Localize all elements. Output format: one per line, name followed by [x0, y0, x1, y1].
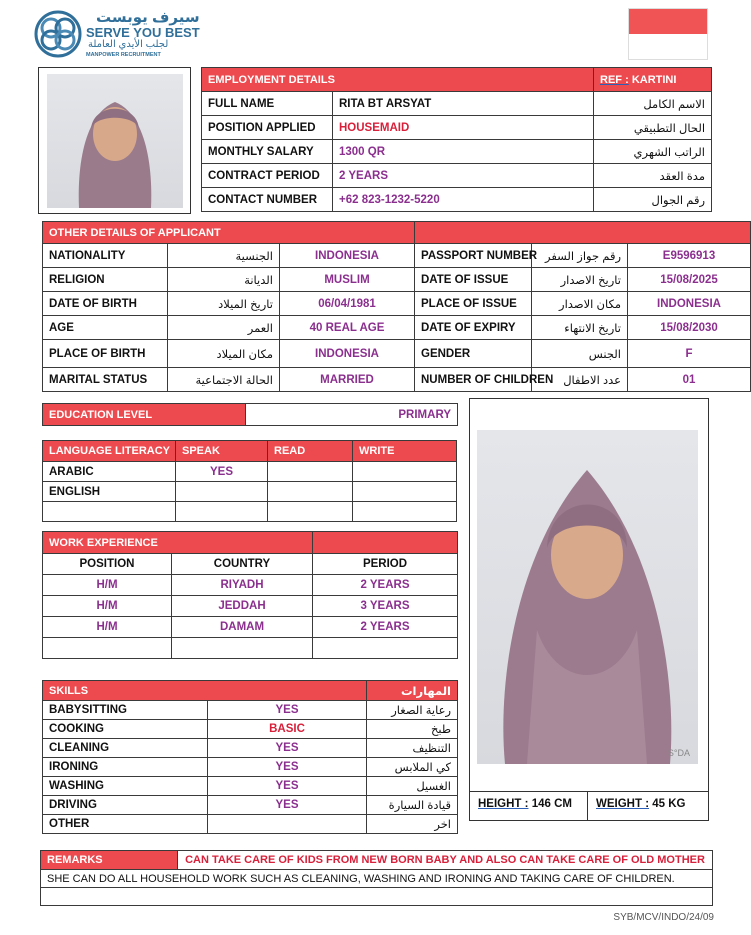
- employment-header: EMPLOYMENT DETAILS: [202, 68, 594, 92]
- skill-value: BASIC: [208, 720, 367, 739]
- skill-arabic: كي الملابس: [367, 758, 458, 777]
- work-position: H/M: [43, 575, 172, 596]
- pob-value: INDONESIA: [280, 340, 415, 368]
- nationality-arabic: الجنسية: [168, 244, 280, 268]
- write-header: WRITE: [353, 441, 457, 462]
- dob-arabic: تاريخ الميلاد: [168, 292, 280, 316]
- language-table: [42, 440, 457, 522]
- passport-arabic: رقم جواز السفر: [532, 244, 628, 268]
- remarks-highlight: CAN TAKE CARE OF KIDS FROM NEW BORN BABY AND ALSO CAN TAKE CARE OF OLD MOTHER: [178, 851, 713, 870]
- salary-arabic: الراتب الشهري: [594, 140, 712, 164]
- height-label: HEIGHT :: [478, 798, 529, 810]
- work-period: 2 YEARS: [313, 617, 458, 638]
- skill-name: WASHING: [43, 777, 208, 796]
- children-label: NUMBER OF CHILDREN: [415, 368, 532, 392]
- english-speak: [176, 482, 268, 502]
- religion-label: RELIGION: [43, 268, 168, 292]
- marital-label: MARITAL STATUS: [43, 368, 168, 392]
- weight-value: 45 KG: [652, 798, 686, 810]
- gender-value: F: [628, 340, 751, 368]
- skill-arabic: قيادة السيارة: [367, 796, 458, 815]
- other-details-header-blank: [415, 222, 751, 244]
- language-blank: [43, 502, 176, 522]
- skill-arabic: رعاية الصغار: [367, 701, 458, 720]
- document-code: SYB/MCV/INDO/24/09: [613, 912, 714, 923]
- education-table: [42, 403, 458, 426]
- skill-value: [208, 815, 367, 834]
- skill-name: IRONING: [43, 758, 208, 777]
- position-label: POSITION APPLIED: [202, 116, 333, 140]
- ref-value: KARTINI: [631, 73, 677, 86]
- work-country: DAMAM: [172, 617, 313, 638]
- contract-value: 2 YEARS: [333, 164, 594, 188]
- weight-label: WEIGHT :: [596, 798, 650, 810]
- brand-arabic: سيرف يوبست: [96, 9, 200, 26]
- work-experience-table: [42, 531, 458, 659]
- language-arabic: ARABIC: [43, 462, 176, 482]
- contact-arabic: رقم الجوال: [594, 188, 712, 212]
- passport-value: E9596913: [628, 244, 751, 268]
- issue-place-label: PLACE OF ISSUE: [415, 292, 532, 316]
- skill-name: DRIVING: [43, 796, 208, 815]
- language-english: ENGLISH: [43, 482, 176, 502]
- skill-value: YES: [208, 701, 367, 720]
- contract-arabic: مدة العقد: [594, 164, 712, 188]
- language-header: LANGUAGE LITERACY: [43, 441, 176, 462]
- blank-read: [268, 502, 353, 522]
- measurements-row: [470, 791, 708, 821]
- skill-value: YES: [208, 758, 367, 777]
- skill-value: YES: [208, 739, 367, 758]
- work-period: [313, 638, 458, 659]
- skill-arabic: اخر: [367, 815, 458, 834]
- salary-label: MONTHLY SALARY: [202, 140, 333, 164]
- salary-value: 1300 QR: [333, 140, 594, 164]
- english-read: [268, 482, 353, 502]
- brand-sub: MANPOWER RECRUITMENT: [86, 52, 161, 58]
- ref-label: REF :: [600, 73, 629, 86]
- work-col-country: COUNTRY: [172, 554, 313, 575]
- full-name-label: FULL NAME: [202, 92, 333, 116]
- arabic-read: [268, 462, 353, 482]
- issue-place-arabic: مكان الاصدار: [532, 292, 628, 316]
- remarks-label: REMARKS: [41, 851, 178, 870]
- skills-header-arabic: المهارات: [367, 681, 458, 701]
- education-value: PRIMARY: [246, 404, 458, 426]
- height-value: 146 CM: [531, 798, 572, 810]
- expiry-label: DATE OF EXPIRY: [415, 316, 532, 340]
- issue-place-value: INDONESIA: [628, 292, 751, 316]
- arabic-write: [353, 462, 457, 482]
- work-country: RIYADH: [172, 575, 313, 596]
- read-header: READ: [268, 441, 353, 462]
- position-value: HOUSEMAID: [333, 116, 594, 140]
- applicant-photo-small: [47, 74, 183, 208]
- other-details-header: OTHER DETAILS OF APPLICANT: [43, 222, 415, 244]
- applicant-photo-large: [477, 430, 698, 764]
- contact-value: +62 823-1232-5220: [333, 188, 594, 212]
- skill-name: BABYSITTING: [43, 701, 208, 720]
- blank-write: [353, 502, 457, 522]
- brand-arabic-sub: لجلب الأيدي العاملة: [88, 39, 169, 50]
- marital-arabic: الحالة الاجتماعية: [168, 368, 280, 392]
- small-photo-frame: [38, 67, 191, 214]
- photo-watermark: S°DA: [667, 748, 690, 758]
- skill-name: COOKING: [43, 720, 208, 739]
- work-country: [172, 638, 313, 659]
- employment-details-table: [201, 67, 712, 212]
- skill-arabic: التنظيف: [367, 739, 458, 758]
- company-logo: [34, 8, 214, 62]
- work-period: 2 YEARS: [313, 575, 458, 596]
- position-arabic: الحال التطبيقي: [594, 116, 712, 140]
- expiry-arabic: تاريخ الانتهاء: [532, 316, 628, 340]
- work-position: H/M: [43, 617, 172, 638]
- logo-knot-icon: [34, 10, 82, 58]
- children-arabic: عدد الاطفال: [532, 368, 628, 392]
- remarks-text: SHE CAN DO ALL HOUSEHOLD WORK SUCH AS CLEANING, WASHING AND IRONING AND TAKING CARE OF CHILDREN.: [41, 870, 713, 888]
- ref-cell: [594, 68, 712, 92]
- gender-label: GENDER: [415, 340, 532, 368]
- religion-arabic: الديانة: [168, 268, 280, 292]
- height-cell: [470, 792, 588, 821]
- dob-label: DATE OF BIRTH: [43, 292, 168, 316]
- work-country: JEDDAH: [172, 596, 313, 617]
- english-write: [353, 482, 457, 502]
- issue-date-value: 15/08/2025: [628, 268, 751, 292]
- age-value: 40 REAL AGE: [280, 316, 415, 340]
- indonesia-flag-icon: [628, 8, 708, 60]
- weight-cell: [588, 792, 708, 821]
- religion-value: MUSLIM: [280, 268, 415, 292]
- dob-value: 06/04/1981: [280, 292, 415, 316]
- children-value: 01: [628, 368, 751, 392]
- contract-label: CONTRACT PERIOD: [202, 164, 333, 188]
- nationality-label: NATIONALITY: [43, 244, 168, 268]
- skill-name: CLEANING: [43, 739, 208, 758]
- nationality-value: INDONESIA: [280, 244, 415, 268]
- contact-label: CONTACT NUMBER: [202, 188, 333, 212]
- work-col-position: POSITION: [43, 554, 172, 575]
- work-col-period: PERIOD: [313, 554, 458, 575]
- age-arabic: العمر: [168, 316, 280, 340]
- skill-value: YES: [208, 777, 367, 796]
- large-photo-frame: [469, 398, 709, 821]
- skills-header: SKILLS: [43, 681, 367, 701]
- arabic-speak: YES: [176, 462, 268, 482]
- skill-arabic: الغسيل: [367, 777, 458, 796]
- speak-header: SPEAK: [176, 441, 268, 462]
- work-position: H/M: [43, 596, 172, 617]
- full-name-value: RITA BT ARSYAT: [333, 92, 594, 116]
- blank-speak: [176, 502, 268, 522]
- work-position: [43, 638, 172, 659]
- marital-value: MARRIED: [280, 368, 415, 392]
- skill-name: OTHER: [43, 815, 208, 834]
- skills-table: [42, 680, 458, 834]
- work-period: 3 YEARS: [313, 596, 458, 617]
- age-label: AGE: [43, 316, 168, 340]
- issue-date-arabic: تاريخ الاصدار: [532, 268, 628, 292]
- remarks-table: [40, 850, 713, 906]
- other-details-table: [42, 221, 751, 392]
- pob-arabic: مكان الميلاد: [168, 340, 280, 368]
- education-label: EDUCATION LEVEL: [43, 404, 246, 426]
- skill-arabic: طبخ: [367, 720, 458, 739]
- work-header-blank: [313, 532, 458, 554]
- skill-value: YES: [208, 796, 367, 815]
- gender-arabic: الجنس: [532, 340, 628, 368]
- full-name-arabic: الاسم الكامل: [594, 92, 712, 116]
- expiry-value: 15/08/2030: [628, 316, 751, 340]
- remarks-blank: [41, 888, 713, 906]
- pob-label: PLACE OF BIRTH: [43, 340, 168, 368]
- passport-label: PASSPORT NUMBER: [415, 244, 532, 268]
- work-header: WORK EXPERIENCE: [43, 532, 313, 554]
- brand-name: SERVE YOU BEST: [86, 25, 200, 40]
- issue-date-label: DATE OF ISSUE: [415, 268, 532, 292]
